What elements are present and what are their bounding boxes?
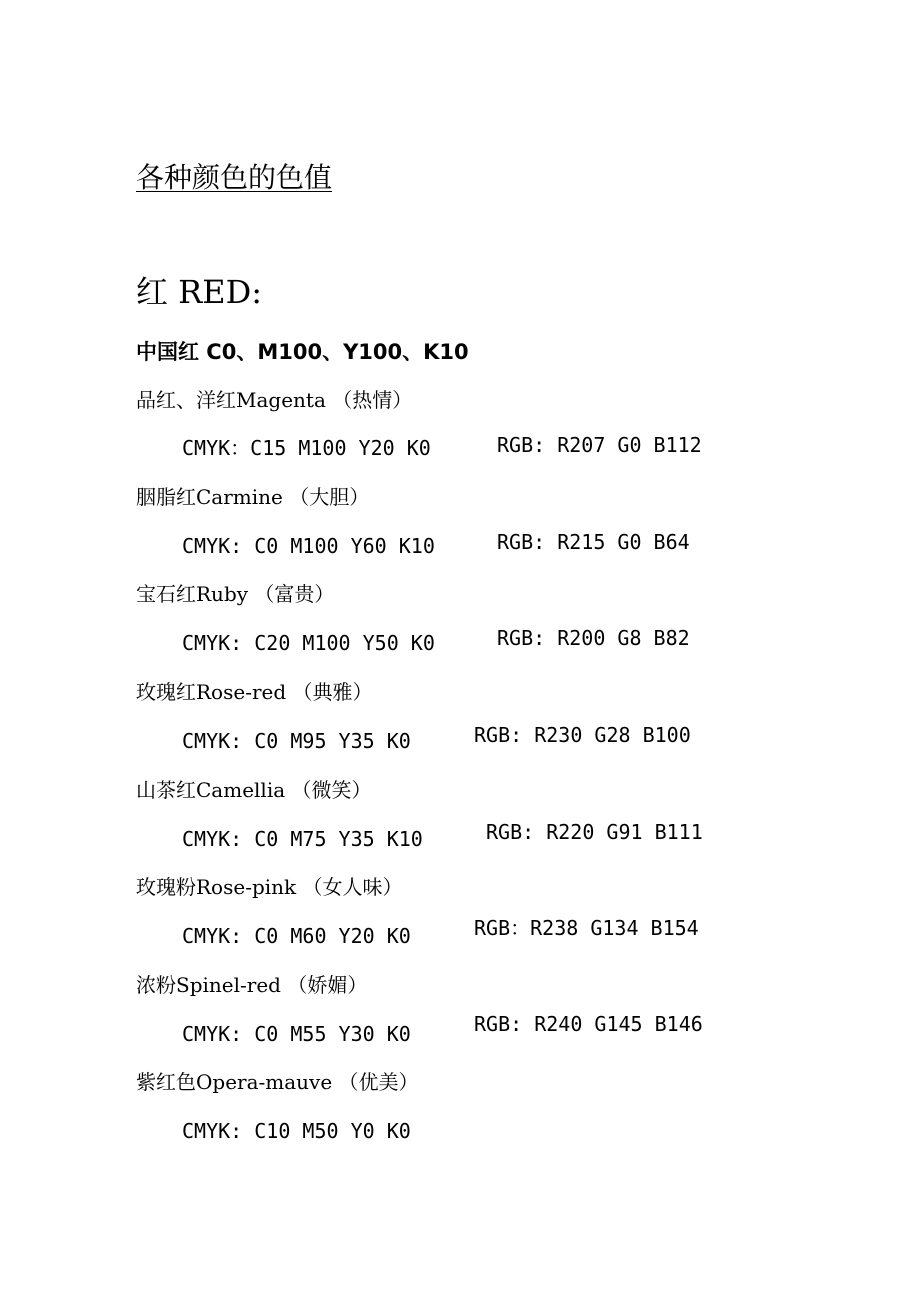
rgb-value-spinel-red: RGB: R240 G145 B146 (474, 1012, 703, 1036)
color-name-spinel-red: 浓粉Spinel-red （娇媚） (136, 973, 368, 997)
cmyk-value-rose-pink: CMYK: C0 M60 Y20 K0 (182, 924, 411, 948)
color-name-rose-red: 玫瑰红Rose-red （典雅） (136, 680, 373, 704)
rgb-value-ruby: RGB: R200 G8 B82 (497, 626, 690, 650)
cmyk-value-magenta: CMYK：C15 M100 Y20 K0 (182, 436, 431, 460)
china-red-entry: 中国红 C0、M100、Y100、K10 (136, 340, 469, 364)
cmyk-value-ruby: CMYK: C20 M100 Y50 K0 (182, 631, 435, 655)
section-heading-red: 红 RED: (136, 273, 263, 311)
rgb-value-camellia: RGB: R220 G91 B111 (486, 820, 703, 844)
cmyk-value-rose-red: CMYK: C0 M95 Y35 K0 (182, 729, 411, 753)
color-name-opera-mauve: 紫红色Opera-mauve （优美） (136, 1070, 419, 1094)
rgb-value-carmine: RGB: R215 G0 B64 (497, 530, 690, 554)
color-name-magenta: 品红、洋红Magenta （热情） (136, 388, 413, 412)
rgb-value-rose-red: RGB: R230 G28 B100 (474, 723, 691, 747)
cmyk-value-camellia: CMYK: C0 M75 Y35 K10 (182, 827, 423, 851)
rgb-value-rose-pink: RGB：R238 G134 B154 (474, 916, 699, 940)
cmyk-value-carmine: CMYK: C0 M100 Y60 K10 (182, 534, 435, 558)
cmyk-value-opera-mauve: CMYK: C10 M50 Y0 K0 (182, 1119, 411, 1143)
document-title: 各种颜色的色值 (136, 161, 333, 194)
color-name-ruby: 宝石红Ruby （富贵） (136, 582, 335, 606)
color-name-camellia: 山茶红Camellia （微笑） (136, 778, 372, 802)
color-name-carmine: 胭脂红Carmine （大胆） (136, 485, 370, 509)
rgb-value-magenta: RGB: R207 G0 B112 (497, 433, 702, 457)
cmyk-value-spinel-red: CMYK: C0 M55 Y30 K0 (182, 1022, 411, 1046)
color-name-rose-pink: 玫瑰粉Rose-pink （女人味） (136, 875, 403, 899)
